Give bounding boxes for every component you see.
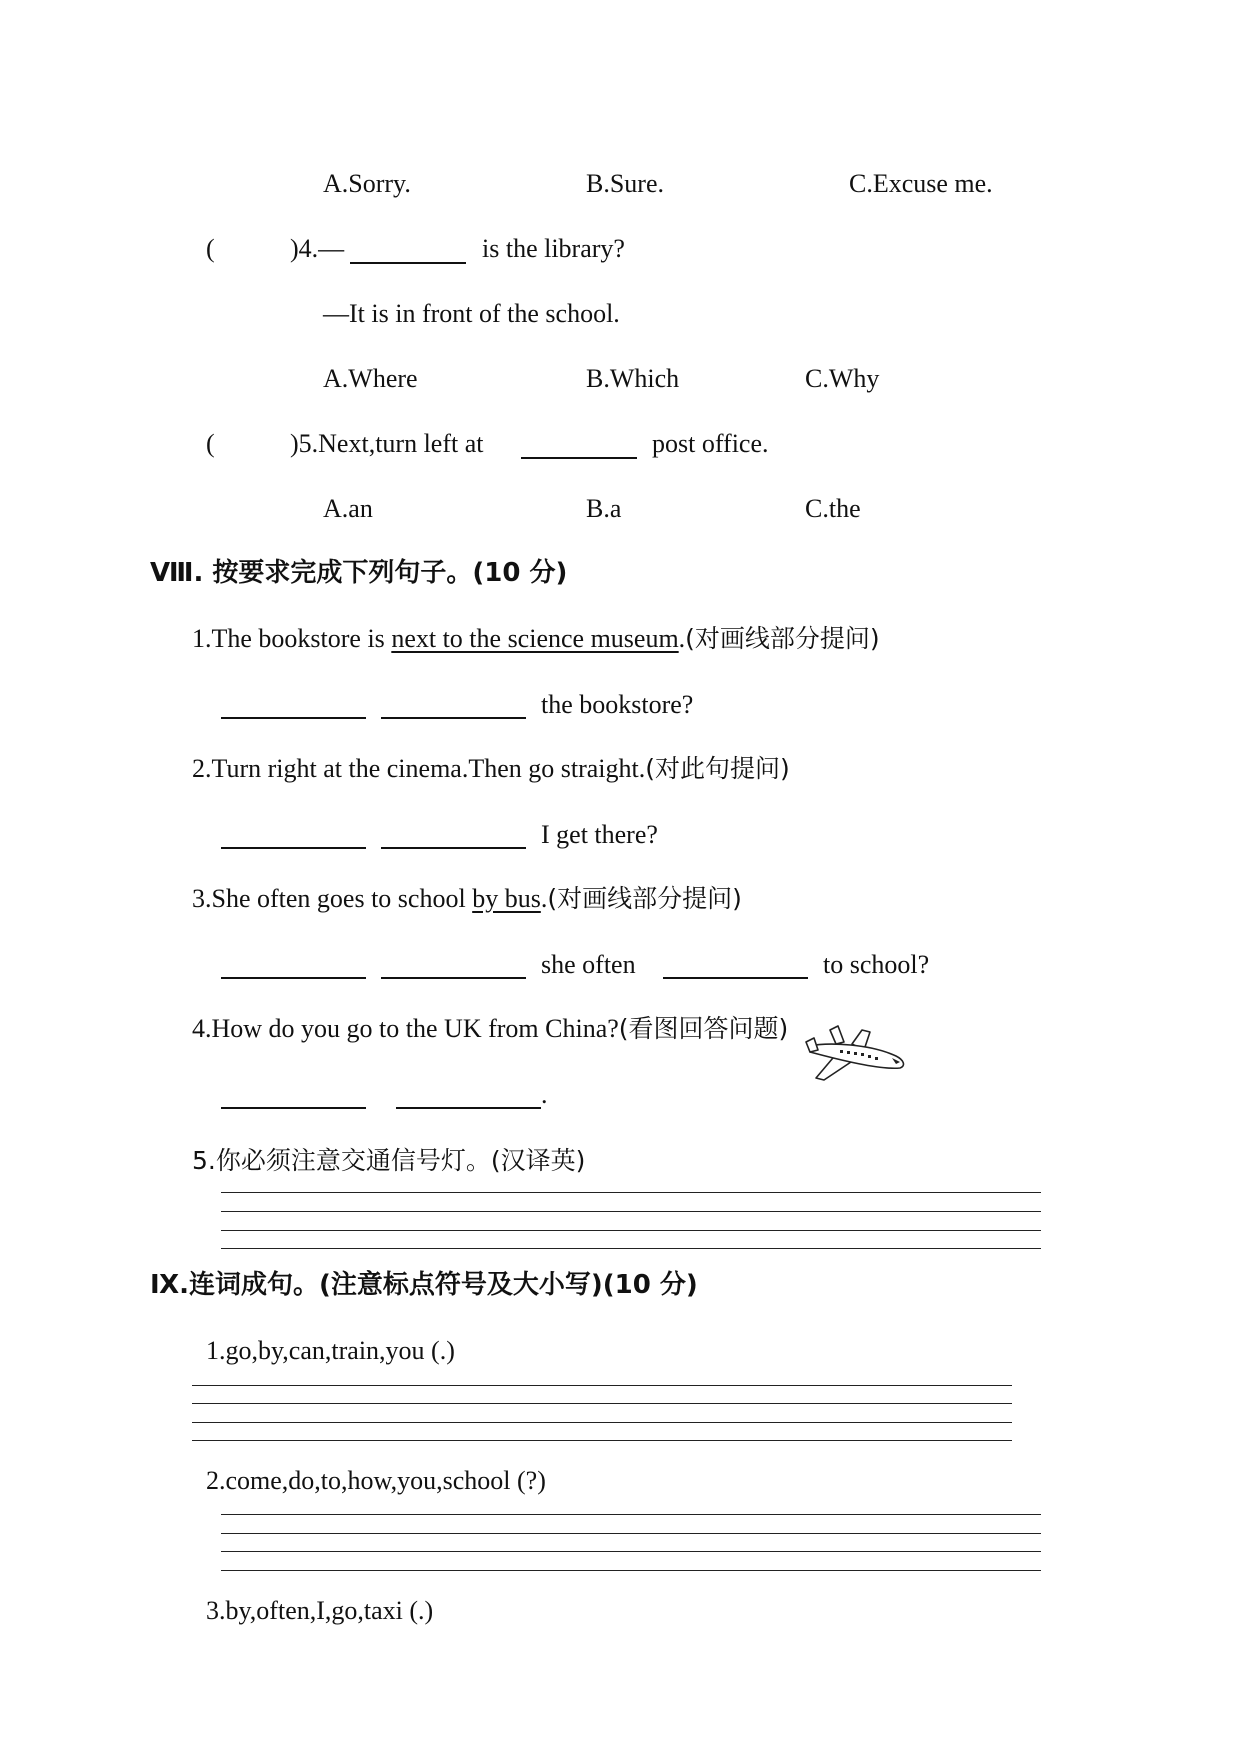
s8-item-3-blank-1[interactable] — [221, 977, 366, 979]
q4-option-a: A.Where — [323, 364, 418, 393]
s9-item-1-writing-line-4[interactable] — [192, 1440, 1012, 1441]
s8-item-3-blank-3[interactable] — [663, 977, 808, 979]
airplane-icon — [800, 1020, 910, 1086]
q5-option-c: C.the — [805, 494, 861, 523]
s8-item-4-note: (看图回答问题) — [618, 1014, 789, 1043]
s9-item-1-writing-line-3[interactable] — [192, 1422, 1012, 1423]
s8-item-3-answer-mid: she often — [541, 950, 636, 979]
q4-number: )4.— — [290, 234, 345, 263]
s9-item-1-writing-line-2[interactable] — [192, 1403, 1012, 1404]
s9-item-2: 2.come,do,to,how,you,school (?) — [206, 1466, 546, 1495]
s8-item-5-writing-line-4[interactable] — [221, 1248, 1041, 1249]
s8-item-2-blank-2[interactable] — [381, 847, 526, 849]
s8-item-3-note: (对画线部分提问) — [547, 884, 742, 913]
s9-item-2-writing-line-2[interactable] — [221, 1533, 1041, 1534]
section-8-title: Ⅷ. 按要求完成下列句子。(10 分) — [150, 558, 568, 588]
s8-item-2-note: (对此句提问) — [645, 754, 790, 783]
q5-option-a: A.an — [323, 494, 373, 523]
s9-item-2-writing-line-4[interactable] — [221, 1570, 1041, 1571]
q3-option-c: C.Excuse me. — [849, 169, 993, 198]
s8-item-5-writing-line-2[interactable] — [221, 1211, 1041, 1212]
s8-item-5-writing-line-1[interactable] — [221, 1192, 1041, 1193]
s8-item-1-blank-2[interactable] — [381, 717, 526, 719]
q3-option-b: B.Sure. — [586, 169, 664, 198]
q4-answer-paren: ( — [206, 234, 215, 263]
q4-blank[interactable] — [350, 262, 466, 264]
s8-item-4-answer-tail: . — [541, 1080, 548, 1109]
s8-item-2: 2.Turn right at the cinema.Then go straight.(对此句提问) — [192, 754, 790, 783]
s8-item-3-answer-tail: to school? — [823, 950, 930, 979]
s8-item-4-blank-2[interactable] — [396, 1107, 541, 1109]
s8-item-3-blank-2[interactable] — [381, 977, 526, 979]
q5-answer-paren: ( — [206, 429, 215, 458]
s8-item-1: 1.The bookstore is next to the science museum.(对画线部分提问) — [192, 624, 880, 653]
s8-item-5: 5.你必须注意交通信号灯。(汉译英) — [192, 1146, 586, 1175]
s8-item-1-answer-tail: the bookstore? — [541, 690, 694, 719]
q5-blank[interactable] — [521, 457, 637, 459]
s9-item-1: 1.go,by,can,train,you (.) — [206, 1336, 455, 1365]
s8-item-1-blank-1[interactable] — [221, 717, 366, 719]
s8-item-3-underlined: by bus — [472, 884, 541, 913]
s8-item-3: 3.She often goes to school by bus.(对画线部分提问) — [192, 884, 742, 913]
s9-item-3: 3.by,often,I,go,taxi (.) — [206, 1596, 434, 1625]
q5-question-tail: post office. — [652, 429, 769, 458]
s8-item-4-blank-1[interactable] — [221, 1107, 366, 1109]
q5-question-text: )5.Next,turn left at — [290, 429, 484, 458]
q4-option-c: C.Why — [805, 364, 880, 393]
s8-item-2-answer-tail: I get there? — [541, 820, 658, 849]
q3-option-a: A.Sorry. — [323, 169, 411, 198]
q4-answer-line: —It is in front of the school. — [323, 299, 620, 328]
q5-option-b: B.a — [586, 494, 622, 523]
s8-item-2-blank-1[interactable] — [221, 847, 366, 849]
s9-item-2-writing-line-3[interactable] — [221, 1551, 1041, 1552]
s8-item-4: 4.How do you go to the UK from China?(看图回答问题) — [192, 1014, 789, 1043]
q4-question-text: is the library? — [482, 234, 625, 263]
s9-item-2-writing-line-1[interactable] — [221, 1514, 1041, 1515]
q4-option-b: B.Which — [586, 364, 680, 393]
s8-item-5-writing-line-3[interactable] — [221, 1230, 1041, 1231]
s9-item-1-writing-line-1[interactable] — [192, 1385, 1012, 1386]
s8-item-1-underlined: next to the science museum — [391, 624, 679, 653]
section-9-title: Ⅸ.连词成句。(注意标点符号及大小写)(10 分) — [150, 1270, 698, 1300]
s8-item-1-note: (对画线部分提问) — [685, 624, 880, 653]
